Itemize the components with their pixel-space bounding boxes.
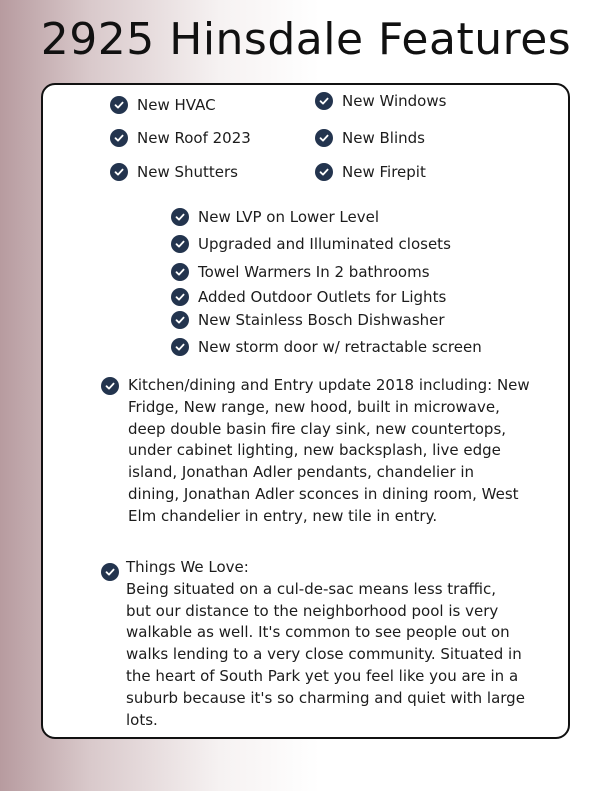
check-circle-icon: [171, 288, 189, 306]
check-circle-icon: [101, 377, 119, 395]
feature-item: [171, 235, 451, 253]
check-circle-icon: [110, 129, 128, 147]
check-circle-icon: [315, 163, 333, 181]
feature-item: [110, 96, 216, 114]
text-line: walkable as well. It's common to see people out on: [126, 623, 510, 642]
feature-label: Added Outdoor Outlets for Lights: [198, 288, 447, 306]
feature-label: New HVAC: [137, 96, 216, 114]
text-line: deep double basin fire clay sink, new countertops,: [128, 419, 507, 438]
text-line: Kitchen/dining and Entry update 2018 including: New: [128, 376, 530, 394]
feature-label: New Windows: [342, 92, 447, 110]
text-line: under cabinet lighting, new backsplash, live edge: [128, 441, 501, 460]
feature-item: [315, 92, 446, 110]
check-circle-icon: [171, 338, 189, 356]
feature-label: New Roof 2023: [137, 129, 251, 147]
check-circle-icon: [110, 96, 128, 114]
check-circle-icon: [171, 208, 189, 226]
feature-label: New Stainless Bosch Dishwasher: [198, 311, 445, 329]
feature-label: New Shutters: [137, 163, 238, 181]
feature-item: [315, 163, 426, 181]
feature-label: New storm door w/ retractable screen: [198, 338, 482, 356]
text-line: lots.: [126, 710, 158, 729]
text-line: Fridge, New range, new hood, built in microwave,: [128, 397, 500, 416]
check-circle-icon: [171, 263, 189, 281]
feature-label: New Firepit: [342, 163, 426, 181]
feature-item: [171, 338, 482, 356]
feature-item: [315, 129, 425, 147]
feature-item: [171, 311, 445, 329]
feature-item: [171, 208, 379, 226]
feature-label: Towel Warmers In 2 bathrooms: [198, 263, 430, 281]
feature-item: [171, 263, 430, 281]
text-line: walks lending to a very close community. Situated in: [126, 645, 522, 664]
page-title: 2925 Hinsdale Features: [40, 14, 572, 65]
text-line: Elm chandelier in entry, new tile in entry.: [128, 506, 438, 525]
text-line: but our distance to the neighborhood pool is very: [126, 601, 499, 620]
check-circle-icon: [101, 563, 119, 581]
feature-item: [110, 163, 238, 181]
check-circle-icon: [171, 235, 189, 253]
check-circle-icon: [171, 311, 189, 329]
text-line: island, Jonathan Adler pendants, chandelier in: [128, 463, 474, 482]
text-line: Being situated on a cul-de-sac means less traffic,: [126, 579, 497, 598]
section-heading: Things We Love:: [126, 558, 249, 576]
things-we-love-text: [126, 557, 525, 731]
feature-label: New Blinds: [342, 129, 425, 147]
feature-label: Upgraded and Illuminated closets: [198, 235, 451, 253]
kitchen-update-paragraph: [101, 375, 530, 528]
check-circle-icon: [315, 92, 333, 110]
feature-item: [171, 288, 446, 306]
feature-label: New LVP on Lower Level: [198, 208, 380, 226]
check-circle-icon: [110, 163, 128, 181]
text-line: suburb because it's so charming and quiet with large: [126, 688, 525, 707]
things-we-love-paragraph: [101, 557, 525, 731]
text-line: dining, Jonathan Adler sconces in dining room, West: [128, 484, 519, 503]
check-circle-icon: [315, 129, 333, 147]
text-line: the heart of South Park yet you feel like you are in a: [126, 666, 519, 685]
kitchen-update-text: [128, 375, 530, 528]
feature-item: [110, 129, 251, 147]
